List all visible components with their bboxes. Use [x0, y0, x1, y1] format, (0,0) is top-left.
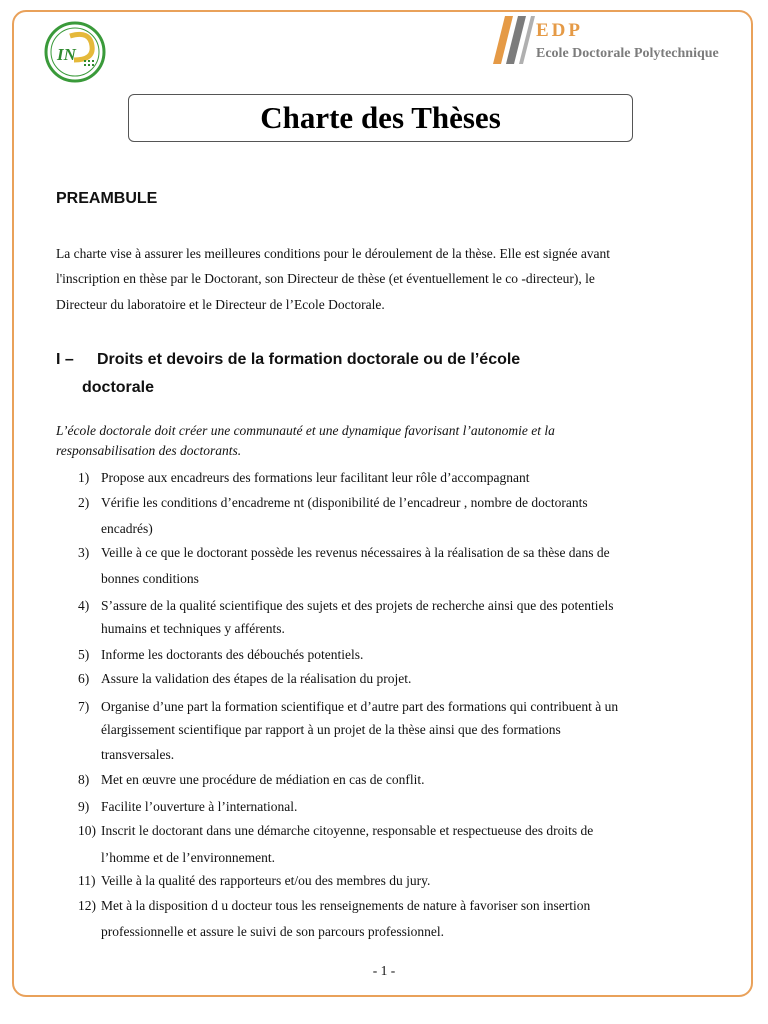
list-item: 7) Organise d’une part la formation scientifique et d’autre part des formations qui contribuent à un — [78, 699, 619, 714]
section-heading: Droits et devoirs de la formation doctorale ou de l’école — [97, 351, 521, 368]
edp-name: Ecole Doctorale Polytechnique — [536, 46, 719, 61]
list-item: 2) Vérifie les conditions d’encadreme nt (disponibilité de l’encadreur , nombre de doctorants — [78, 495, 588, 510]
edp-title: EDP — [536, 20, 583, 41]
list-item: 1) Propose aux encadreurs des formations leur facilitant leur rôle d’accompagnant — [78, 470, 530, 485]
list-item: 8) Met en œuvre une procédure de médiation en cas de conflit. — [78, 772, 425, 787]
preamble-line: l'inscription en thèse par le Doctorant, son Directeur de thèse (et éventuellement le co -directeur), le — [56, 271, 595, 286]
page-number: - 1 - — [372, 963, 396, 978]
section-number: I – — [56, 351, 74, 368]
list-item-cont: transversales. — [101, 747, 175, 762]
preamble-line: Directeur du laboratoire et le Directeur de l’Ecole Doctorale. — [56, 297, 385, 312]
document-title-box — [128, 94, 633, 142]
section-intro: L’école doctorale doit créer une communauté et une dynamique favorisant l’autonomie et la — [56, 423, 555, 438]
list-item-cont: humains et techniques y afférents. — [101, 621, 285, 636]
list-item: 11) Veille à la qualité des rapporteurs et/ou des membres du jury. — [78, 873, 431, 888]
list-item: 6) Assure la validation des étapes de la réalisation du projet. — [78, 671, 412, 686]
list-item: 4) S’assure de la qualité scientifique des sujets et des projets de recherche ainsi que des potentiels — [78, 598, 614, 613]
section-heading-cont: doctorale — [82, 379, 155, 396]
list-item: 5) Informe les doctorants des débouchés potentiels. — [78, 647, 364, 662]
list-item-cont: élargissement scientifique par rapport à un projet de la thèse ainsi que des formations — [101, 722, 561, 737]
preamble-heading: PREAMBULE — [56, 190, 158, 207]
section-intro: responsabilisation des doctorants. — [56, 443, 242, 458]
list-item: 9) Facilite l’ouverture à l’international. — [78, 799, 298, 814]
institution-logo — [40, 20, 110, 84]
list-item: 12) Met à la disposition d u docteur tous les renseignements de nature à favoriser son insertion — [78, 898, 591, 913]
document-title: Charte des Thèses — [260, 100, 501, 135]
list-item-cont: l’homme et de l’environnement. — [101, 850, 275, 865]
list-item: 3) Veille à ce que le doctorant possède les revenus nécessaires à la réalisation de sa thèse dans de — [78, 545, 610, 560]
list-item-cont: encadrés) — [101, 521, 153, 536]
svg-text:IN: IN — [57, 45, 76, 64]
list-item: 10) Inscrit le doctorant dans une démarche citoyenne, responsable et respectueuse des droits de — [78, 823, 594, 838]
list-item-cont: bonnes conditions — [101, 571, 199, 586]
list-item-cont: professionnelle et assure le suivi de son parcours professionnel. — [101, 924, 445, 939]
preamble-line: La charte vise à assurer les meilleures conditions pour le déroulement de la thèse. Elle est signée avant — [56, 246, 611, 261]
